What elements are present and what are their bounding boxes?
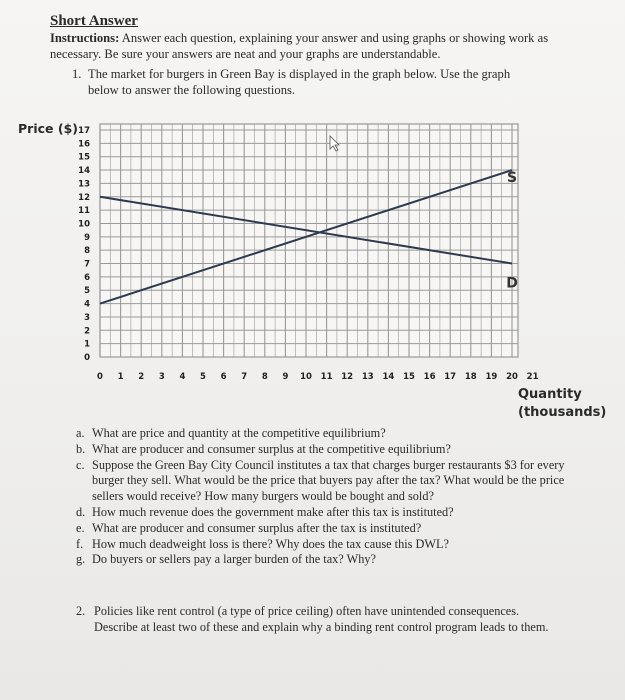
subquestions-list [76, 426, 576, 568]
y-tick-label: 2 [84, 326, 90, 337]
x-tick-labels [97, 372, 539, 382]
series-label-d: D [506, 275, 518, 292]
x-tick-label: 8 [261, 372, 268, 382]
x-tick-label: 17 [444, 372, 457, 382]
y-tick-label: 0 [84, 353, 90, 363]
x-tick-label: 12 [341, 372, 354, 382]
x-tick-label: 9 [282, 372, 289, 382]
x-tick-label: 10 [300, 372, 312, 382]
x-tick-label: 13 [361, 372, 374, 382]
y-tick-label: 8 [84, 246, 90, 257]
x-tick-label: 7 [241, 372, 248, 382]
question-2 [76, 604, 551, 635]
instructions-label: Instructions: [50, 31, 120, 45]
x-tick-label: 21 [526, 372, 539, 382]
y-tick-label: 13 [78, 179, 90, 190]
y-tick-label: 10 [78, 219, 90, 230]
x-tick-label: 11 [320, 372, 333, 382]
series-label-s: S [506, 170, 518, 187]
y-tick-label: 12 [78, 192, 90, 203]
plot-area [100, 124, 518, 357]
x-tick-label: 14 [382, 372, 395, 382]
y-tick-label: 3 [84, 312, 90, 323]
x-tick-label: 5 [200, 372, 206, 382]
question-2-number: 2. [76, 604, 86, 618]
x-tick-label: 2 [138, 372, 145, 382]
x-tick-label: 20 [506, 372, 518, 382]
y-tick-label: 15 [78, 152, 90, 163]
x-tick-label: 15 [403, 372, 415, 382]
y-tick-label: 6 [84, 272, 90, 283]
x-axis-label [518, 386, 606, 422]
y-tick-label: 4 [84, 299, 90, 310]
x-tick-label: 4 [179, 372, 186, 382]
subquestion-g: g. Do buyers or sellers pay a larger burden of the tax? Why? [76, 552, 376, 567]
x-axis-label-line2: (thousands) [518, 405, 607, 420]
y-tick-labels [78, 126, 90, 363]
y-axis-label: Price ($) [18, 121, 78, 136]
x-tick-label: 16 [423, 372, 436, 382]
y-tick-label: 11 [78, 206, 90, 217]
subquestion-c: c. Suppose the Green Bay City Council institutes a tax that charges burger restaurants $3 for every burger they sell. What would be the price that buyers pay after the tax? What would be the price sellers would receive? How many burgers would be bought and sold? [76, 457, 565, 504]
subquestion-d: d. How much revenue does the government make after this tax is instituted? [76, 504, 454, 519]
x-axis-label-line1: Quantity [518, 387, 582, 402]
chart-grid [100, 124, 518, 357]
subquestion-e: e. What are producer and consumer surplus after the tax is instituted? [76, 520, 422, 535]
y-tick-label: 9 [84, 232, 90, 243]
y-tick-label: 16 [78, 139, 90, 150]
section-title: Short Answer [50, 13, 138, 29]
x-tick-label: 1 [117, 372, 124, 382]
question-2-prompt: Policies like rent control (a type of price ceiling) often have unintended consequences. Describe at least two of these and explain why a binding rent control program leads to them. [94, 604, 549, 634]
x-tick-label: 6 [220, 372, 227, 382]
question-1-number: 1. [72, 67, 82, 81]
y-tick-label: 1 [84, 339, 90, 350]
x-tick-label: 19 [485, 372, 498, 382]
instructions-text: Answer each question, explaining your answer and using graphs or showing work as necessary. Be sure your answers are neat and your graphs are understandable. [50, 31, 549, 61]
x-tick-label: 3 [158, 372, 165, 382]
subquestion-f: f. How much deadweight loss is there? Why does the tax cause this DWL? [76, 536, 449, 551]
y-tick-label: 5 [84, 286, 90, 297]
y-tick-label: 17 [78, 126, 90, 136]
subquestion-b: b. What are producer and consumer surplus at the competitive equilibrium? [76, 441, 451, 456]
y-tick-label: 14 [78, 166, 90, 177]
x-tick-label: 18 [464, 372, 477, 382]
y-tick-label: 7 [84, 259, 90, 270]
question-1-prompt: The market for burgers in Green Bay is displayed in the graph below. Use the graph below to answer the following questions. [88, 67, 511, 97]
x-tick-label: 0 [97, 372, 103, 382]
subquestion-a: a. What are price and quantity at the competitive equilibrium? [76, 426, 386, 440]
